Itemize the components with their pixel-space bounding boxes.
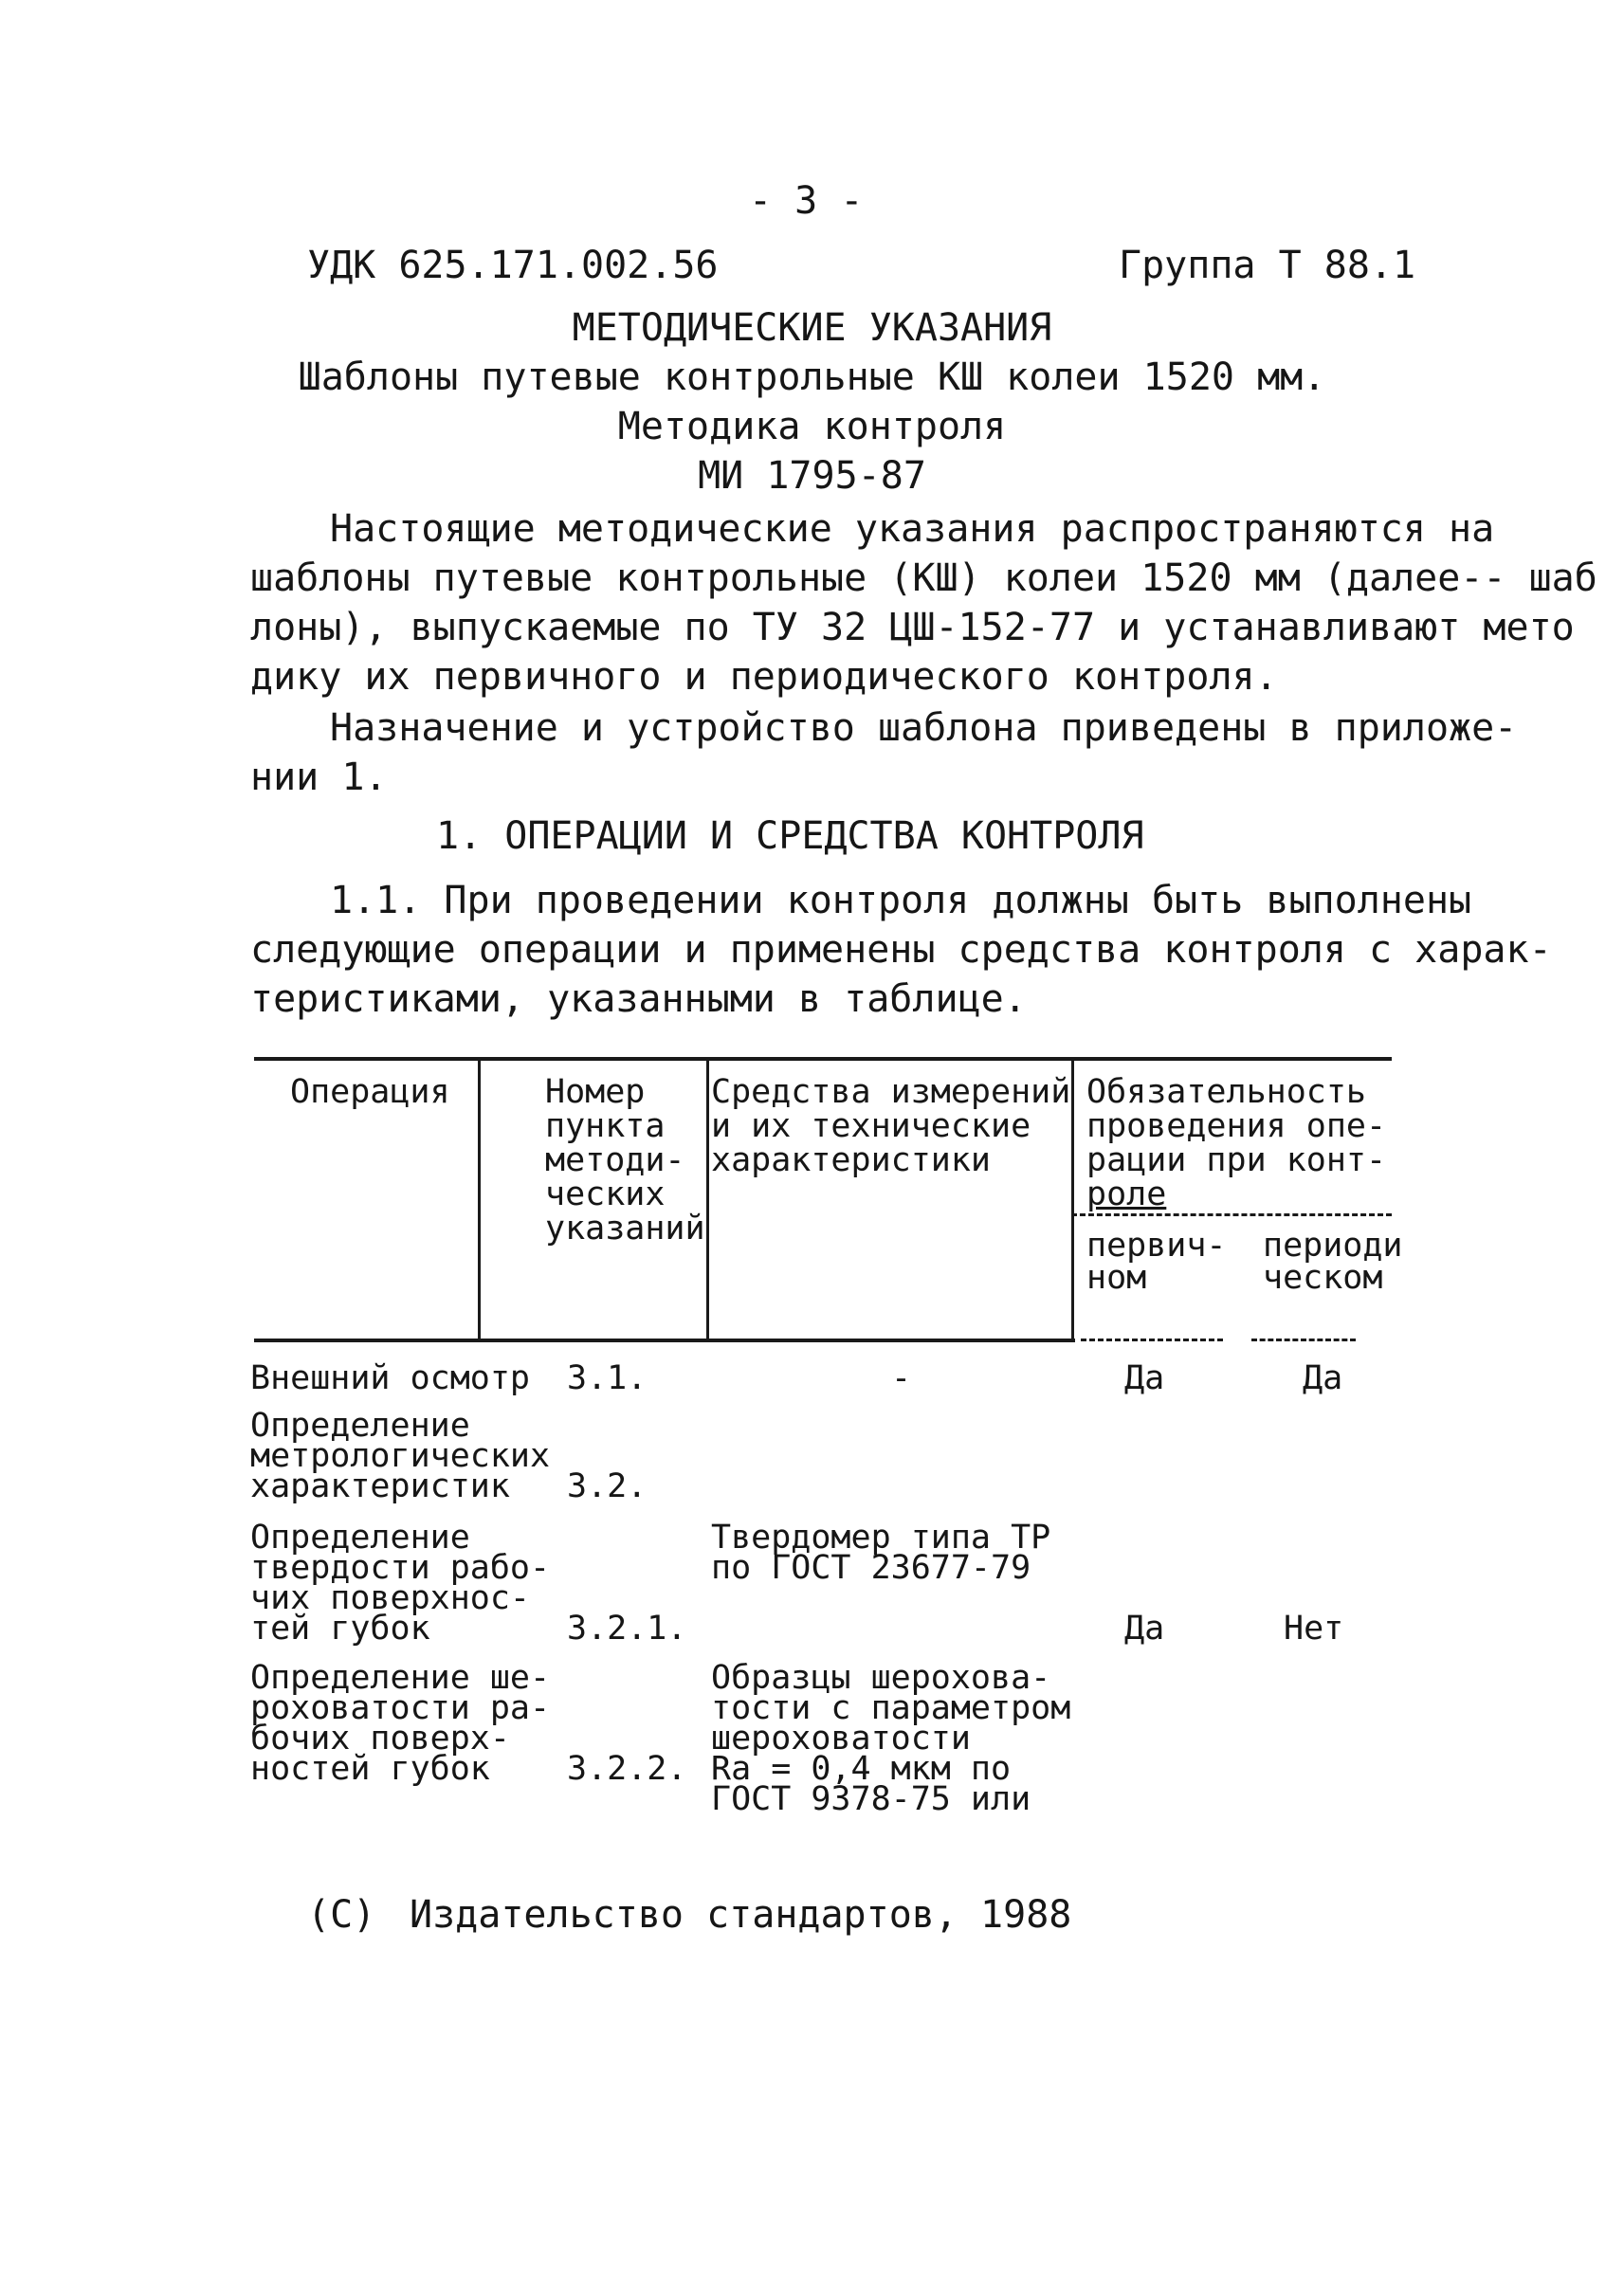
cell-means: шероховатости (711, 1720, 971, 1758)
doc-heading: МЕТОДИЧЕСКИЕ УКАЗАНИЯ (572, 306, 1052, 350)
section-paragraph-line: 1.1. При проведении контроля должны быть выполнены (330, 879, 1472, 922)
table-col-divider (478, 1057, 481, 1339)
table-subheader-rule (1071, 1213, 1392, 1216)
table-header-bottom-rule (1081, 1339, 1223, 1341)
intro-line: Назначение и устройство шаблона приведены в приложе- (330, 706, 1518, 750)
table-header-bottom-rule (254, 1339, 1075, 1342)
cell-means: Твердомер типа ТР (711, 1519, 1051, 1557)
cell-means: ГОСТ 9378-75 или (711, 1780, 1031, 1818)
cell-item: 3.1. (567, 1359, 648, 1397)
cell-operation: Определение (250, 1407, 470, 1445)
cell-periodic: Нет (1284, 1610, 1344, 1648)
cell-operation: бочих поверх- (250, 1720, 510, 1758)
cell-primary: Да (1124, 1359, 1165, 1397)
header-item-number: ческих (545, 1175, 666, 1213)
doc-subject: Шаблоны путевые контрольные КШ колеи 1520 мм. (298, 355, 1326, 399)
table-header-bottom-rule (1251, 1339, 1356, 1341)
header-means: и их технические (711, 1107, 1031, 1145)
doc-code: МИ 1795-87 (698, 454, 926, 498)
section-title: 1. ОПЕРАЦИИ И СРЕДСТВА КОНТРОЛЯ (436, 814, 1144, 858)
table-col-divider (706, 1057, 709, 1339)
cell-item: 3.2.1. (567, 1610, 687, 1648)
cell-operation: чих поверхнос- (250, 1579, 531, 1617)
cell-item: 3.2. (567, 1467, 648, 1505)
cell-means: Ra = 0,4 мкм по (711, 1750, 1012, 1788)
cell-primary: Да (1124, 1610, 1165, 1648)
header-item-number: Номер (545, 1073, 646, 1111)
cell-periodic: Да (1303, 1359, 1343, 1397)
udk-code: УДК 625.171.002.56 (307, 244, 719, 287)
intro-line: нии 1. (250, 756, 388, 799)
header-item-number: методи- (545, 1141, 685, 1179)
intro-line: Настоящие методические указания распространяются на (330, 507, 1495, 551)
header-primary: первич- (1086, 1227, 1227, 1265)
publisher-line: Издательство стандартов, 1988 (410, 1893, 1072, 1937)
cell-item: 3.2.2. (567, 1750, 687, 1788)
header-obligation: роле (1086, 1175, 1167, 1213)
cell-operation: ностей губок (250, 1750, 490, 1788)
header-item-number: указаний (545, 1210, 705, 1248)
header-primary: ном (1086, 1259, 1147, 1297)
cell-operation: метрологических (250, 1437, 551, 1475)
intro-line: лоны), выпускаемые по ТУ 32 ЦШ-152-77 и устанавливают мето (250, 606, 1575, 649)
intro-line: шаблоны путевые контрольные (КШ) колеи 1520 мм (далее-- шаб (250, 556, 1597, 600)
cell-means: Образцы шерохова- (711, 1659, 1051, 1697)
cell-means: по ГОСТ 23677-79 (711, 1549, 1031, 1587)
header-obligation: рации при конт- (1086, 1141, 1387, 1179)
page-number: - 3 - (749, 179, 864, 223)
header-obligation: проведения опе- (1086, 1107, 1387, 1145)
cell-operation: Определение ше- (250, 1659, 551, 1697)
cell-means: - (891, 1359, 912, 1397)
table-top-rule (254, 1057, 1392, 1061)
cell-operation: тей губок (250, 1610, 430, 1648)
header-means: характеристики (711, 1141, 992, 1179)
group-code: Группа Т 88.1 (1119, 244, 1416, 287)
section-paragraph-line: теристиками, указанными в таблице. (250, 977, 1027, 1021)
cell-operation: Внешний осмотр (250, 1359, 531, 1397)
cell-operation: Определение (250, 1519, 470, 1557)
cell-operation: роховатости ра- (250, 1689, 551, 1727)
header-operation: Операция (290, 1073, 450, 1111)
cell-operation: твердости рабо- (250, 1549, 551, 1587)
header-obligation: Обязательность (1086, 1073, 1367, 1111)
copyright-symbol: (С) (307, 1893, 376, 1937)
cell-means: тости с параметром (711, 1689, 1071, 1727)
doc-method: Методика контроля (617, 405, 1007, 448)
cell-operation: характеристик (250, 1467, 510, 1505)
table-col-divider (1071, 1057, 1074, 1339)
header-means: Средства измерений (711, 1073, 1071, 1111)
section-paragraph-line: следующие операции и применены средства контроля с харак- (250, 928, 1552, 972)
header-periodic: ческом (1263, 1259, 1383, 1297)
intro-line: дику их первичного и периодического контроля. (250, 655, 1278, 699)
header-periodic: периоди (1263, 1227, 1403, 1265)
header-item-number: пункта (545, 1107, 666, 1145)
